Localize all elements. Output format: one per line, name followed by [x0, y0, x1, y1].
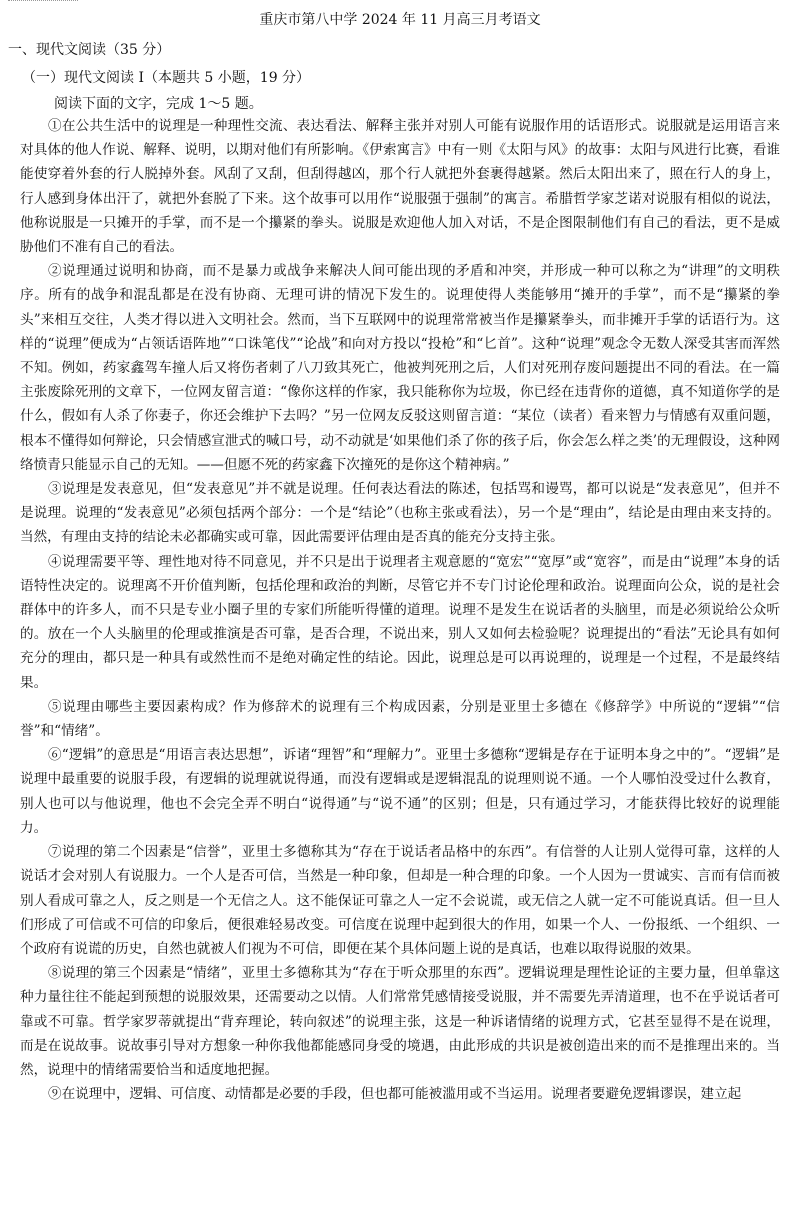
paragraph-5: ⑤说理由哪些主要因素构成？作为修辞术的说理有三个构成因素，分别是亚里士多德在《修辞学》中所说的“逻辑”“信誉”和“情绪”。: [20, 698, 780, 740]
reading-passage: [20, 114, 780, 1106]
paragraph-2: ②说理通过说明和协商，而不是暴力或战争来解决人间可能出现的矛盾和冲突，并形成一种可以称之为“讲理”的文明秩序。所有的战争和混乱都是在没有协商、无理可讲的情况下发生的。说理使得人类能够用“摊开的手掌”，而不是“攥紧的拳头”来相互交往，人类才得以进入文明社会。然而，当下互联网中的说理常常被当作是攥紧拳头，而非摊开手掌的话语行为。这样的“说理”便成为“占领话语阵地”“口诛笔伐”“论战”和向对方投以“投枪”和“匕首”。这种“说理”观念令无数人深受其害而浑然不知。例如，药家鑫驾车撞人后又将伤者刺了八刀致其死亡，他被判死刑之后，人们对死刑存废问题提出不同的看法。在一篇主张废除死刑的文章下，一位网友留言道：“像你这样的作家，我只能称你为垃圾，你已经在违背你的道德，真不知道你学的是什么，假如有人杀了你妻子，你还会维护下去吗？”另一位网友反驳这则留言道：“某位（读者）看来智力与情感有双重问题，根本不懂得如何辩论，只会情感宣泄式的喊口号，动不动就是‘如果他们杀了你的孩子后，你会怎么样之类’的无理假设，这种网络愤青只能显示自己的无知。——但愿不死的药家鑫下次撞死的是你这个精神病。”: [20, 263, 780, 473]
paragraph-3: ③说理是发表意见，但“发表意见”并不就是说理。任何表达看法的陈述，包括骂和谩骂，都可以说是“发表意见”，但并不是说理。说理的“发表意见”必须包括两个部分：一个是“结论”（也称主张或看法），另一个是“理由”，结论是由理由来支持的。当然，有理由支持的结论未必都确实或可靠，因此需要评估理由是否真的能充分支持主张。: [20, 481, 780, 546]
paragraph-4: ④说理需要平等、理性地对待不同意见，并不只是出于说理者主观意愿的“宽宏”“宽厚”或“宽容”，而是由“说理”本身的话语特性决定的。说理离不开价值判断，包括伦理和政治的判断，尽管它并不专门讨论伦理和政治。说理面向公众，说的是社会群体中的许多人，而不只是专业小圈子里的专家们所能听得懂的道理。说理不是发生在说话者的头脑里，而是必须说给公众听的。放在一个人头脑里的伦理或推演是否可靠，是否合理，不说出来，别人又如何去检验呢？说理提出的“看法”无论具有如何充分的理由，都只是一种具有或然性而不是绝对确定性的结论。因此，说理总是可以再说理的，说理是一个过程，不是最终结果。: [20, 553, 780, 691]
header-dotted-line: [8, 0, 78, 9]
paragraph-7: ⑦说理的第二个因素是“信誉”，亚里士多德称其为“存在于说话者品格中的东西”。有信誉的人让别人觉得可靠，这样的人说话才会对别人有说服力。一个人是否可信，当然是一种印象，但却是一种合理的印象。一个人因为一贯诚实、言而有信而被别人看成可靠之人，反之则是一个无信之人。这不能保证可靠之人一定不会说谎，或无信之人就一定不可能说真话。但一旦人们形成了可信或不可信的印象后，便很难轻易改变。可信度在说理中起到很大的作用，如果一个人、一份报纸、一个组织、一个政府有说谎的历史，自然也就被人们视为不可信，即便在某个具体问题上说的是真话，也难以取得说服的效果。: [20, 844, 780, 957]
paragraph-9: ⑨在说理中，逻辑、可信度、动情都是必要的手段，但也都可能被滥用或不当运用。说理者要避免逻辑谬误，建立起: [48, 1086, 742, 1103]
paragraph-1: ①在公共生活中的说理是一种理性交流、表达看法、解释主张并对别人可能有说服作用的话语形式。说服就是运用语言来对具体的他人作说、解释、说明，以期对他们有所影响。《伊索寓言》中有一则《太阳与风》的故事：太阳与风进行比赛，看谁能使穿着外套的行人脱掉外套。风刮了又刮，但刮得越凶，那个行人就把外套裹得越紧。然后太阳出来了，照在行人的身上，行人感到身体出汗了，就把外套脱了下来。这个故事可以用作“说服强于强制”的寓言。希腊哲学家芝诺对说服有相似的说法，他称说服是一只摊开的手掌，而不是一个攥紧的拳头。说服是欢迎他人加入对话，不是企图限制他们有自己的看法，更不是威胁他们不准有自己的看法。: [20, 118, 780, 256]
paragraph-6: ⑥“逻辑”的意思是“用语言表达思想”，诉诸“理智”和“理解力”。亚里士多德称“逻辑是存在于证明本身之中的”。“逻辑”是说理中最重要的说服手段，有逻辑的说理就说得通，而没有逻辑或是逻辑混乱的说理则说不通。一个人哪怕没受过什么教育，别人也可以与他说理，他也不会完全弄不明白“说得通”与“说不通”的区别；但是，只有通过学习，才能获得比较好的说理能力。: [20, 747, 780, 836]
reading-instruction: 阅读下面的文字，完成 1～5 题。: [54, 96, 263, 112]
section-heading: 一、现代文阅读（35 分）: [8, 42, 171, 58]
exam-title: 重庆市第八中学 2024 年 11 月高三月考语文: [259, 12, 541, 28]
paragraph-8: ⑧说理的第三个因素是“情绪”，亚里士多德称其为“存在于听众那里的东西”。逻辑说理是理性论证的主要力量，但单靠这种力量往往不能起到预想的说服效果，还需要动之以情。人们常常凭感情接受说服，并不需要先弄清道理，也不在乎说话者可靠或不可靠。哲学家罗蒂就提出“背弃理论，转向叙述”的说理主张，这是一种诉诸情绪的说理方式，它甚至显得不是在说理，而是在说故事。说故事引导对方想象一种你我他都能感同身受的境遇，由此形成的共识是被创造出来的而不是推理出来的。当然，说理中的情绪需要恰当和适度地把握。: [20, 965, 780, 1078]
subsection-heading: （一）现代文阅读 I（本题共 5 小题，19 分）: [22, 70, 311, 86]
